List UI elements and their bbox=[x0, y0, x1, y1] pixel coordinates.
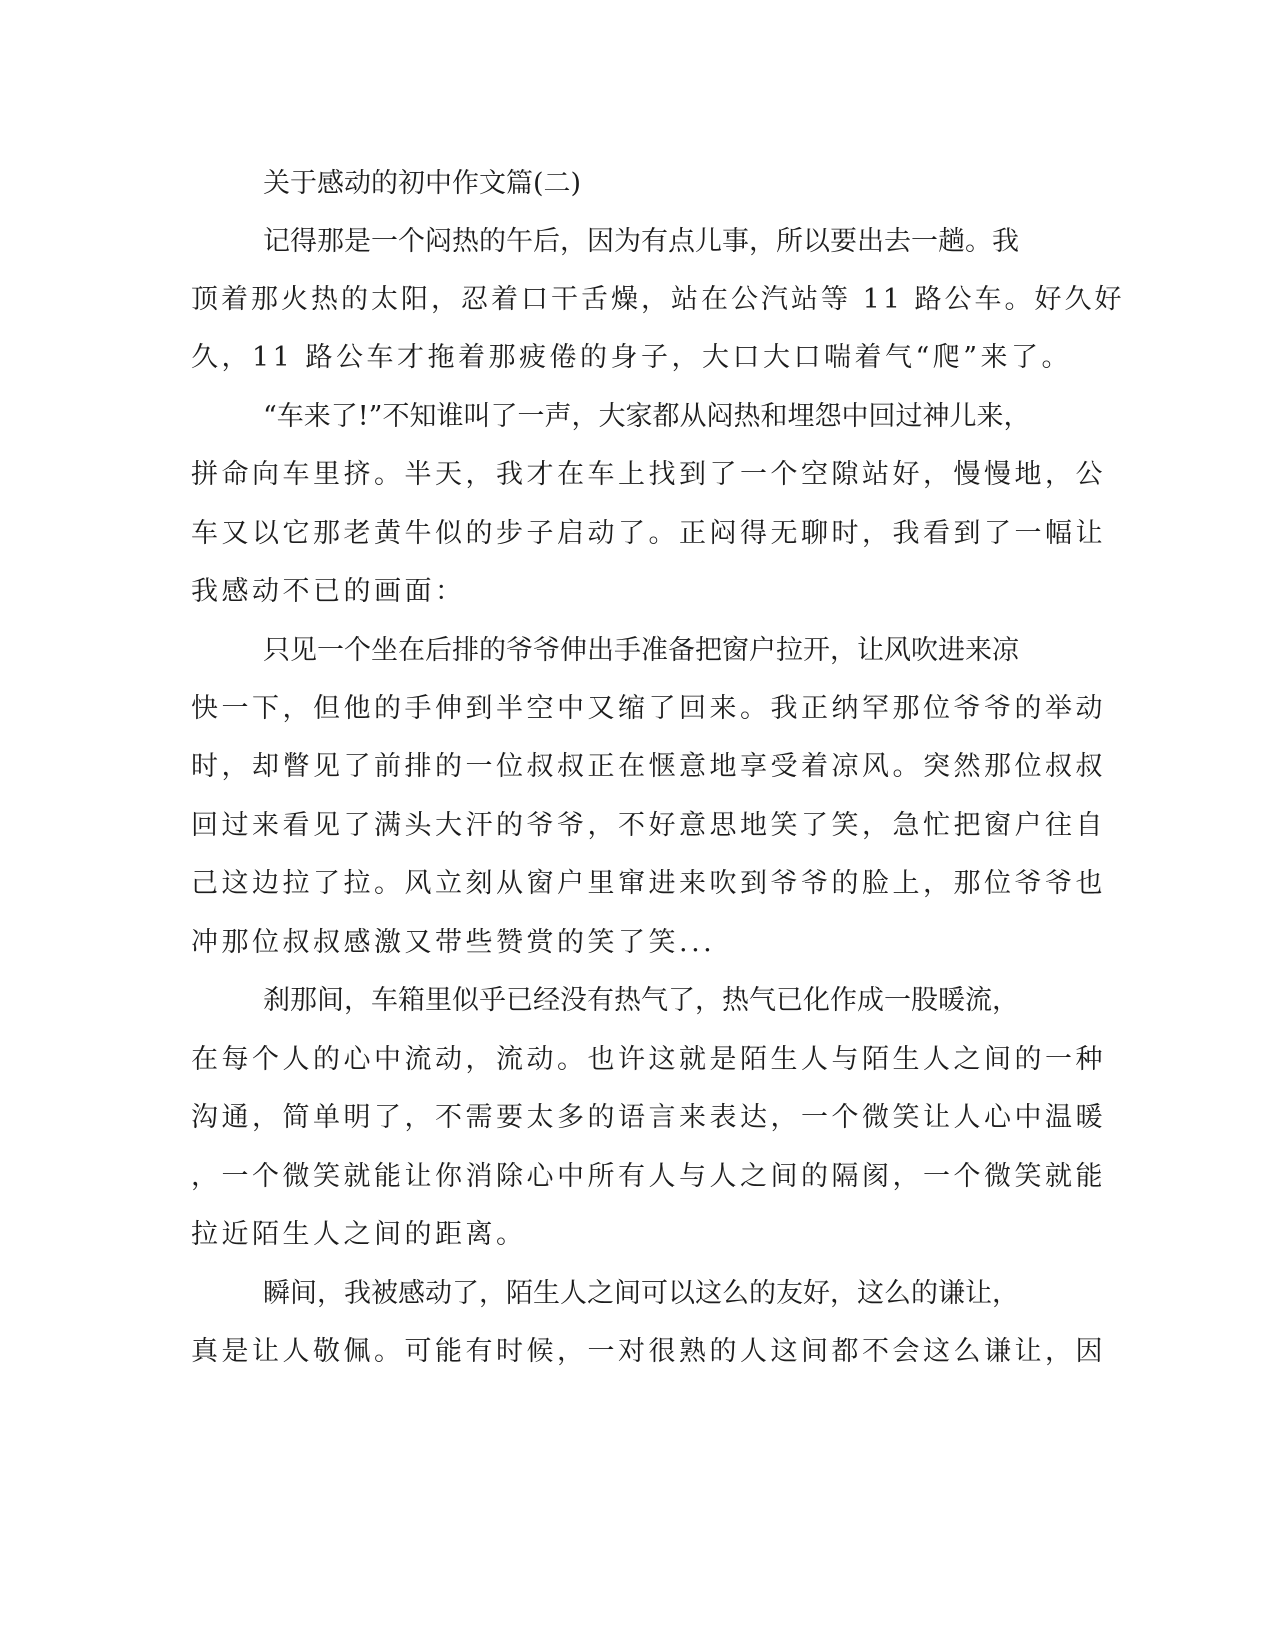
paragraph-3-line-5: 己这边拉了拉。风立刻从窗户里窜进来吹到爷爷的脸上，那位爷爷也 bbox=[191, 868, 1106, 899]
paragraph-1-line-2: 顶着那火热的太阳，忍着口干舌燥，站在公汽站等 11 路公车。好久好 bbox=[191, 284, 1125, 315]
paragraph-1-line-1: 记得那是一个闷热的午后，因为有点儿事，所以要出去一趟。我 bbox=[263, 226, 1019, 257]
paragraph-4-line-5: 拉近陌生人之间的距离。 bbox=[191, 1219, 527, 1250]
paragraph-3-line-4: 回过来看见了满头大汗的爷爷，不好意思地笑了笑，急忙把窗户往自 bbox=[191, 810, 1106, 841]
document-title: 关于感动的初中作文篇(二) bbox=[263, 168, 582, 199]
paragraph-3-line-1: 只见一个坐在后排的爷爷伸出手准备把窗户拉开，让风吹进来凉 bbox=[263, 635, 1019, 666]
paragraph-3-line-2: 快一下，但他的手伸到半空中又缩了回来。我正纳罕那位爷爷的举动 bbox=[191, 693, 1106, 724]
paragraph-4-line-1: 刹那间，车箱里似乎已经没有热气了，热气已化作成一股暖流， bbox=[263, 985, 1019, 1016]
paragraph-2-line-2: 拼命向车里挤。半天，我才在车上找到了一个空隙站好，慢慢地，公 bbox=[191, 459, 1106, 490]
paragraph-2-line-3: 车又以它那老黄牛似的步子启动了。正闷得无聊时，我看到了一幅让 bbox=[191, 518, 1106, 549]
paragraph-4-line-4: ，一个微笑就能让你消除心中所有人与人之间的隔阂，一个微笑就能 bbox=[191, 1161, 1106, 1192]
paragraph-1-line-3: 久，11 路公车才拖着那疲倦的身子，大口大口喘着气“爬”来了。 bbox=[191, 342, 1073, 373]
paragraph-5-line-1: 瞬间，我被感动了，陌生人之间可以这么的友好，这么的谦让， bbox=[263, 1278, 1019, 1309]
paragraph-3-line-3: 时，却瞥见了前排的一位叔叔正在惬意地享受着凉风。突然那位叔叔 bbox=[191, 751, 1106, 782]
paragraph-4-line-3: 沟通，简单明了，不需要太多的语言来表达，一个微笑让人心中温暖 bbox=[191, 1102, 1106, 1133]
paragraph-2-line-1: “车来了!”不知谁叫了一声，大家都从闷热和埋怨中回过神儿来， bbox=[263, 401, 1031, 432]
paragraph-5-line-2: 真是让人敬佩。可能有时候，一对很熟的人这间都不会这么谦让，因 bbox=[191, 1336, 1106, 1367]
paragraph-3-line-6: 冲那位叔叔感激又带些赞赏的笑了笑... bbox=[191, 927, 716, 958]
paragraph-4-line-2: 在每个人的心中流动，流动。也许这就是陌生人与陌生人之间的一种 bbox=[191, 1044, 1106, 1075]
paragraph-2-line-4: 我感动不已的画面： bbox=[191, 576, 466, 607]
